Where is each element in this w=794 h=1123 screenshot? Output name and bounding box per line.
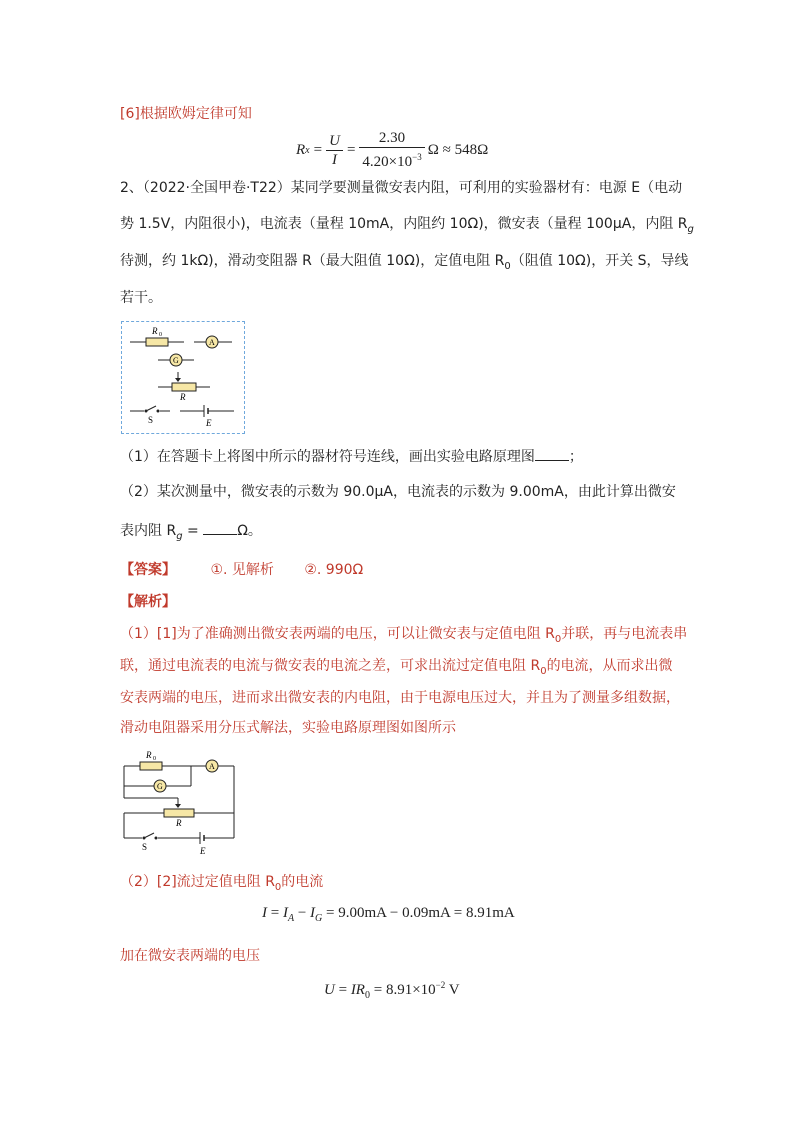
ohm-law-heading: [6]根据欧姆定律可知 — [120, 106, 252, 122]
svg-text:A: A — [209, 762, 215, 771]
formula-voltage: $U = IR_0 = 8.91\times 10^{-2}$ V — [324, 980, 460, 1001]
question-line-3: 待测，约 1kΩ)，滑动变阻器 R（最大阻值 10Ω)，定值电阻 $R_0$（阻值 10Ω)，开关 S，导线 — [120, 253, 689, 272]
part-2-question-line-2: 表内阻 $R_g = \Omega$。 — [120, 520, 262, 547]
svg-text:0: 0 — [153, 756, 156, 762]
component-symbols-figure — [121, 321, 245, 434]
answer-blank-2[interactable] — [203, 520, 237, 535]
part-1-question: （1）在答题卡上将图中所示的器材符号连线，画出实验电路原理图 ； — [120, 446, 583, 467]
question-line-1: 2、（2022·全国甲卷·T22）某同学要测量微安表内阻，可利用的实验器材有：电源 E（电动 — [120, 180, 683, 196]
answer-label: 【答案】 — [120, 562, 176, 578]
galvanometer-label: G — [173, 356, 179, 365]
analysis-p3: 加在微安表两端的电压 — [120, 948, 260, 964]
formula-current: $I = I_A - I_G = 9.00mA - 0.09mA = 8.91mA$ — [262, 905, 515, 924]
formula-rx: R x = $\frac{U}{I}$ = $\frac{2.30}{4.20\times 10^{-3}}$ Ω ≈ 548Ω — [296, 130, 489, 170]
rheostat-symbol — [172, 383, 196, 391]
circuit-rheostat — [164, 809, 194, 817]
component-symbols-svg — [122, 322, 244, 433]
svg-text:R: R — [176, 818, 182, 828]
svg-text:R: R — [146, 750, 152, 760]
svg-text:G: G — [157, 782, 163, 791]
question-line-4: 若干。 — [120, 290, 162, 306]
svg-text:E: E — [200, 846, 206, 856]
r0-label-sub: 0 — [159, 332, 162, 338]
battery-label: E — [206, 418, 212, 428]
analysis-p1-line-1: （1）[1]为了准确测出微安表两端的电压，可以让微安表与定值电阻 $R_0$并联，再与电流表串 — [120, 626, 688, 645]
analysis-p1-line-3: 安表两端的电压，进而求出微安表的内电阻，由于电源电压过大，并且为了测量多组数据， — [120, 690, 680, 706]
r0-resistor-symbol — [146, 338, 168, 346]
rheostat-label: R — [180, 392, 186, 402]
question-line-2: 势 1.5V，内阻很小)，电流表（量程 10mA，内阻约 10Ω)，微安表（量程 100μA，内阻 $R_g$ — [120, 216, 694, 235]
answer-1: ①. 见解析 — [210, 562, 274, 578]
part-2-question: （2）某次测量中，微安表的示数为 90.0μA，电流表的示数为 9.00mA，由此计算出微安 — [120, 484, 676, 500]
r0-label: R — [152, 326, 158, 336]
analysis-p1-line-4: 滑动电阻器采用分压式解法，实验电路原理图如图所示 — [120, 720, 456, 736]
analysis-p2: （2）[2]流过定值电阻 $R_0$的电流 — [120, 874, 324, 893]
circuit-diagram-svg — [116, 748, 242, 858]
svg-text:S: S — [142, 842, 148, 852]
analysis-label: 【解析】 — [120, 594, 176, 610]
answer-2: ②. 990Ω — [304, 562, 364, 578]
answer-blank-1[interactable] — [535, 446, 569, 461]
answer-row — [120, 560, 363, 580]
switch-label: S — [148, 415, 154, 425]
circuit-r0 — [140, 762, 162, 770]
circuit-diagram — [116, 748, 242, 858]
analysis-p1-line-2: 联，通过电流表的电流与微安表的电流之差，可求出流过定值电阻 $R_0$的电流，从而求出微 — [120, 658, 673, 677]
ammeter-label: A — [209, 338, 215, 347]
